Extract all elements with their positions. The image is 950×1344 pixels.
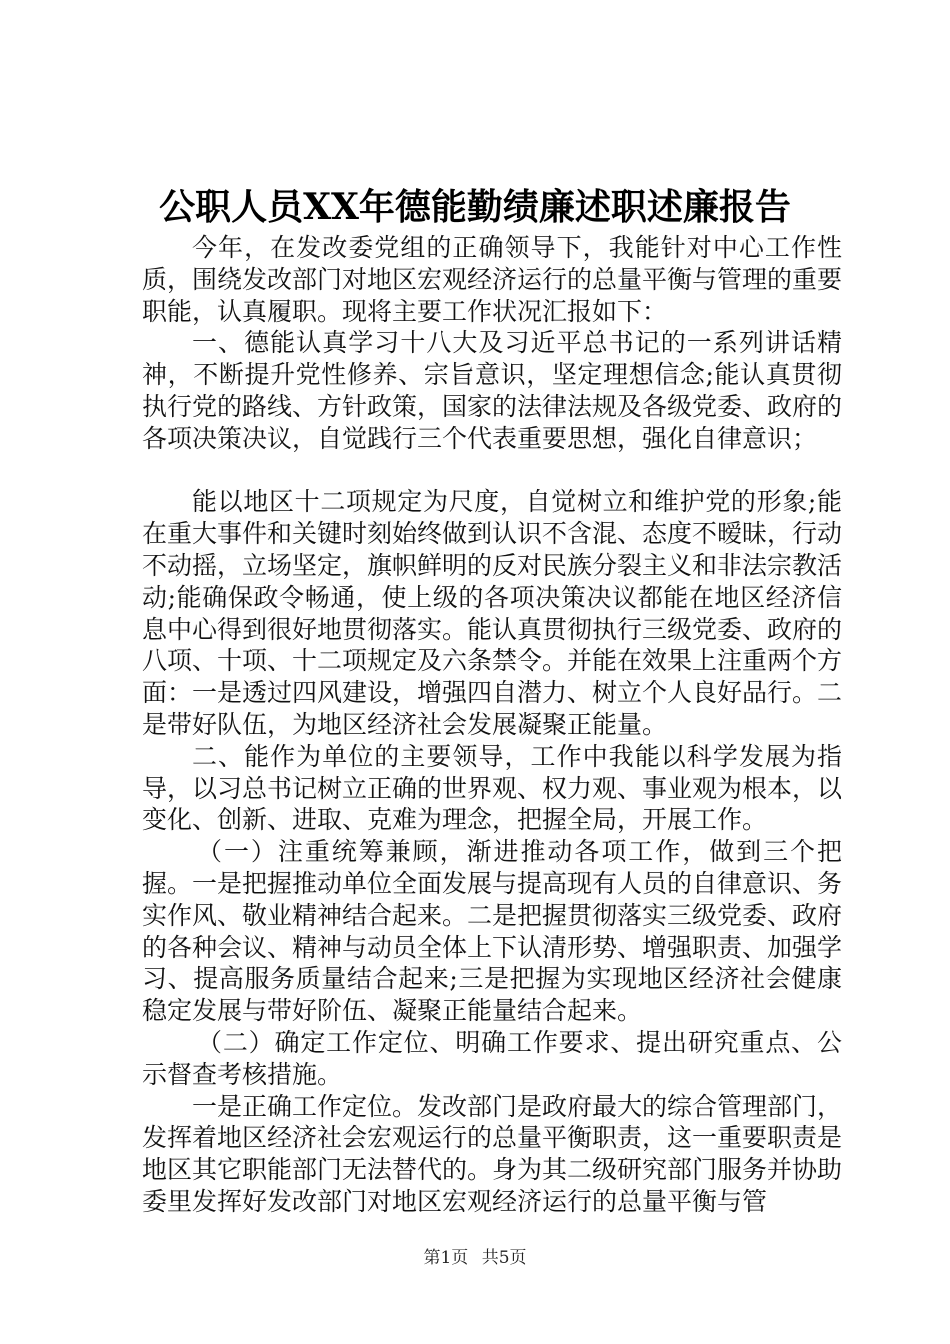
paragraph-subsection-2: （二）确定工作定位、明确工作要求、提出研究重点、公示督查考核措施。 — [142, 1027, 842, 1089]
document-title: 公职人员XX年德能勤绩廉述职述廉报告 — [159, 186, 791, 228]
page-footer — [0, 1246, 950, 1270]
document-body — [142, 232, 842, 1218]
paragraph-section-1-continued: 能以地区十二项规定为尺度，自觉树立和维护党的形象;能在重大事件和关键时刻始终做到认识不含混、态度不暧昧，行动不动摇，立场坚定，旗帜鲜明的反对民族分裂主义和非法宗教活动;能确保政令畅通，使上级的各项决策决议都能在地区经济信息中心得到很好地贯彻落实。能认真贯彻执行三级党委、政府的八项、十项、十二项规定及六条禁令。并能在效果上注重两个方面：一是透过四风建设，增强四自潜力、树立个人良好品行。二是带好队伍，为地区经济社会发展凝聚正能量。 — [142, 487, 843, 739]
paragraph-section-2: 二、能作为单位的主要领导，工作中我能以科学发展为指导，以习总书记树立正确的世界观、权力观、事业观为根本，以变化、创新、进取、克难为理念，把握全局，开展工作。 — [142, 741, 843, 835]
paragraph-positioning: 一是正确工作定位。发改部门是政府最大的综合管理部门，发挥着地区经济社会宏观运行的总量平衡职责，这一重要职责是地区其它职能部门无法替代的。身为其二级研究部门服务并协助委里发挥好发改部门对地区宏观经济运行的总量平衡与管 — [142, 1091, 843, 1216]
paragraph-subsection-1: （一）注重统筹兼顾，渐进推动各项工作，做到三个把握。一是把握推动单位全面发展与提高现有人员的自律意识、务实作风、敬业精神结合起来。二是把握贯彻落实三级党委、政府的各种会议、精神与动员全体上下认清形势、增强职责、加强学习、提高服务质量结合起来;三是把握为实现地区经济社会健康稳定发展与带好阶伍、凝聚正能量结合起来。 — [142, 837, 843, 1026]
paragraph-intro: 今年，在发改委党组的正确领导下，我能针对中心工作性质，围绕发改部门对地区宏观经济运行的总量平衡与管理的重要职能，认真履职。现将主要工作状况汇报如下： — [142, 233, 843, 326]
page-total: 共5页 — [481, 1248, 527, 1268]
page-number: 第1页 — [423, 1248, 469, 1268]
paragraph-spacer — [142, 455, 842, 487]
paragraph-section-1: 一、德能认真学习十八大及习近平总书记的一系列讲话精神，不断提升党性修养、宗旨意识，坚定理想信念;能认真贯彻执行党的路线、方针政策，国家的法律法规及各级党委、政府的各项决策决议，自觉践行三个代表重要思想，强化自律意识； — [142, 328, 843, 453]
